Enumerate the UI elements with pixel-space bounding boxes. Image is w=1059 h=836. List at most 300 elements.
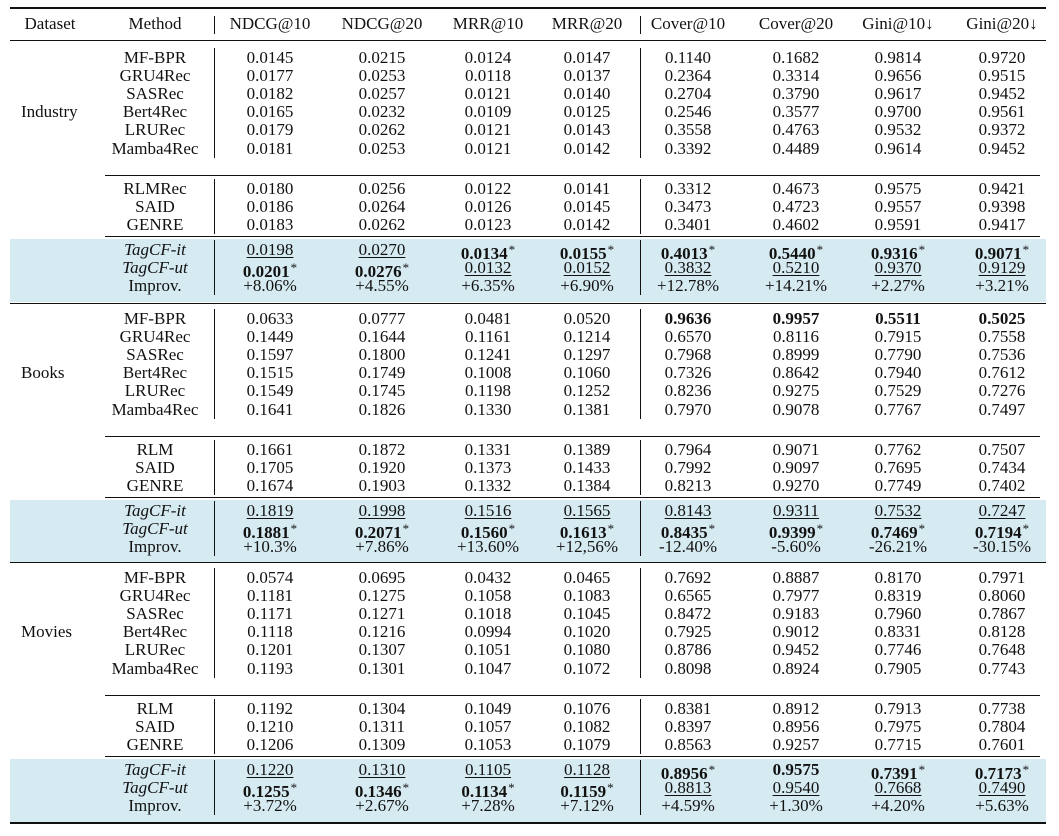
value-text: +7.86% bbox=[355, 537, 409, 557]
value-text: 0.2704 bbox=[664, 84, 712, 104]
value-text: 0.9656 bbox=[874, 66, 922, 86]
value-text: +4.55% bbox=[355, 276, 409, 296]
column-divider bbox=[640, 699, 641, 754]
value-text: 0.8319 bbox=[874, 586, 922, 606]
metric-value bbox=[665, 441, 712, 459]
method-name: GENRE bbox=[126, 735, 184, 755]
value-text: 0.9814 bbox=[874, 48, 922, 67]
value-text: 0.9078 bbox=[772, 399, 820, 419]
value-text: +6.90% bbox=[560, 276, 614, 296]
metric-value bbox=[461, 277, 515, 295]
metric-value bbox=[247, 85, 294, 103]
value-text: 0.7529 bbox=[874, 381, 922, 401]
value-text: +12,56% bbox=[556, 537, 618, 557]
value-text: 0.0183 bbox=[246, 215, 294, 235]
value-text: 0.9183 bbox=[772, 604, 820, 624]
value-text: 0.7964 bbox=[664, 440, 712, 459]
metric-value bbox=[665, 198, 712, 216]
method-name: RLMRec bbox=[123, 179, 187, 198]
metric-value bbox=[359, 198, 406, 216]
significance-star: * bbox=[918, 521, 926, 537]
metric-value bbox=[247, 569, 294, 587]
value-text: 0.9097 bbox=[772, 458, 820, 478]
metric-value bbox=[359, 103, 406, 121]
value-text: 0.7905 bbox=[874, 658, 922, 678]
metric-value bbox=[247, 328, 294, 346]
value-text: 0.9398 bbox=[978, 197, 1026, 217]
metric-value bbox=[465, 587, 512, 605]
value-text: +3.21% bbox=[975, 276, 1029, 296]
column-divider bbox=[640, 48, 641, 158]
value-text: 0.0134 bbox=[460, 244, 508, 263]
value-text: 0.1161 bbox=[464, 327, 512, 347]
header-6: Cover@10 bbox=[650, 14, 726, 33]
group-divider bbox=[105, 436, 1040, 437]
value-text: 0.0140 bbox=[563, 84, 611, 104]
value-text: 0.1597 bbox=[246, 345, 294, 365]
metric-value bbox=[465, 198, 512, 216]
value-text: 0.4602 bbox=[772, 215, 820, 235]
value-text: 0.7940 bbox=[874, 363, 922, 383]
value-text: 0.8956 bbox=[660, 764, 708, 783]
value-text: 0.7173 bbox=[974, 764, 1022, 783]
metric-value bbox=[465, 700, 512, 718]
value-text: 0.0253 bbox=[358, 66, 406, 86]
value-text: 0.3577 bbox=[772, 102, 820, 122]
metric-value bbox=[465, 259, 512, 277]
metric-value bbox=[875, 310, 921, 328]
metric-value bbox=[564, 346, 611, 364]
metric-value bbox=[979, 569, 1026, 587]
value-text: 0.9561 bbox=[978, 102, 1026, 122]
metric-value bbox=[247, 364, 294, 382]
value-text: 0.7913 bbox=[874, 699, 922, 718]
method-name: MF-BPR bbox=[123, 309, 187, 328]
value-text: 0.8170 bbox=[874, 568, 922, 587]
header-0: Dataset bbox=[24, 14, 76, 33]
value-text: 0.0777 bbox=[358, 309, 406, 328]
metric-value bbox=[773, 140, 820, 158]
value-text: 0.7434 bbox=[978, 458, 1026, 478]
method-name: LRURec bbox=[124, 120, 186, 140]
bottom-rule bbox=[10, 822, 1046, 824]
metric-value bbox=[359, 441, 406, 459]
metric-value bbox=[773, 346, 820, 364]
column-divider bbox=[214, 699, 215, 754]
value-text: 0.1301 bbox=[358, 658, 406, 678]
dataset-label: Industry bbox=[21, 102, 78, 122]
metric-value bbox=[665, 700, 712, 718]
metric-value bbox=[979, 140, 1026, 158]
metric-value bbox=[247, 346, 294, 364]
value-text: 0.4763 bbox=[772, 120, 820, 140]
value-text: +4.59% bbox=[661, 796, 715, 816]
value-text: 0.1083 bbox=[563, 586, 611, 606]
value-text: 0.8472 bbox=[664, 604, 712, 624]
metric-value bbox=[773, 103, 820, 121]
value-text: 0.9372 bbox=[978, 120, 1026, 140]
value-text: 0.0179 bbox=[246, 120, 294, 140]
value-text: 0.1304 bbox=[358, 699, 406, 718]
value-text: 0.8143 bbox=[664, 501, 712, 520]
significance-star: * bbox=[607, 521, 615, 537]
value-text: 0.0155 bbox=[559, 244, 607, 263]
metric-value bbox=[465, 382, 511, 400]
metric-value bbox=[243, 277, 297, 295]
value-text: 0.0147 bbox=[563, 48, 611, 67]
metric-value bbox=[247, 587, 293, 605]
value-text: 0.1060 bbox=[563, 363, 611, 383]
metric-value bbox=[665, 477, 712, 495]
value-text: 0.1346 bbox=[354, 782, 402, 802]
metric-value bbox=[564, 605, 611, 623]
metric-value bbox=[564, 121, 611, 139]
metric-value bbox=[247, 241, 294, 259]
metric-value bbox=[875, 660, 922, 678]
metric-value bbox=[457, 538, 519, 556]
method-name: SASRec bbox=[126, 84, 184, 104]
metric-value bbox=[773, 67, 820, 85]
value-text: 0.9270 bbox=[772, 476, 820, 496]
metric-value bbox=[973, 538, 1031, 556]
method-name: TagCF-it bbox=[124, 760, 186, 779]
value-text: 0.3314 bbox=[772, 66, 820, 86]
value-text: 0.1516 bbox=[464, 501, 512, 520]
metric-value bbox=[247, 623, 293, 641]
value-text: 0.7601 bbox=[978, 735, 1026, 755]
value-text: 0.1826 bbox=[358, 399, 406, 419]
value-text: 0.1057 bbox=[464, 717, 512, 737]
column-divider bbox=[214, 568, 215, 678]
metric-value bbox=[465, 140, 512, 158]
method-name: SASRec bbox=[126, 604, 184, 624]
metric-value bbox=[979, 587, 1026, 605]
value-text: 0.1058 bbox=[464, 586, 512, 606]
metric-value bbox=[665, 569, 712, 587]
significance-star: * bbox=[402, 521, 410, 537]
value-text: 0.1080 bbox=[563, 640, 611, 660]
value-text: 0.1181 bbox=[246, 586, 294, 606]
method-name: Improv. bbox=[128, 537, 182, 557]
header-3: NDCG@20 bbox=[341, 14, 423, 33]
value-text: 0.0165 bbox=[246, 102, 294, 122]
value-text: 0.9532 bbox=[874, 120, 922, 140]
metric-value bbox=[665, 660, 712, 678]
significance-star: * bbox=[607, 242, 615, 257]
metric-value bbox=[875, 198, 922, 216]
group-divider bbox=[105, 175, 1040, 176]
value-text: +14.21% bbox=[765, 276, 827, 296]
value-text: 0.1118 bbox=[247, 622, 293, 642]
value-text: 0.8236 bbox=[664, 381, 712, 401]
metric-value bbox=[979, 346, 1026, 364]
metric-value bbox=[979, 216, 1026, 234]
metric-value bbox=[665, 346, 712, 364]
value-text: 0.1105 bbox=[464, 760, 512, 779]
metric-value bbox=[359, 641, 406, 659]
metric-value bbox=[564, 216, 611, 234]
metric-value bbox=[359, 700, 406, 718]
metric-value bbox=[979, 779, 1026, 797]
value-text: -26.21% bbox=[868, 537, 928, 557]
group-divider bbox=[105, 236, 1040, 237]
value-text: 0.1332 bbox=[464, 476, 512, 496]
metric-value bbox=[979, 718, 1026, 736]
metric-value bbox=[773, 198, 820, 216]
metric-value bbox=[665, 140, 712, 158]
block-rule bbox=[10, 303, 1046, 304]
value-text: 0.1051 bbox=[464, 640, 512, 660]
value-text: 0.9515 bbox=[978, 66, 1026, 86]
metric-value bbox=[359, 401, 406, 419]
value-text: 0.7767 bbox=[874, 399, 922, 419]
metric-value bbox=[875, 605, 922, 623]
metric-value bbox=[564, 459, 611, 477]
value-text: 0.0109 bbox=[464, 102, 512, 122]
significance-star: * bbox=[290, 780, 298, 796]
column-divider bbox=[214, 760, 215, 815]
value-text: 0.7695 bbox=[874, 458, 922, 478]
header-8: Gini@10↓ bbox=[862, 14, 934, 33]
metric-value bbox=[979, 660, 1026, 678]
method-name: Mamba4Rec bbox=[111, 138, 199, 158]
value-text: 0.0270 bbox=[358, 240, 406, 259]
value-text: 0.0121 bbox=[464, 120, 512, 140]
metric-value bbox=[564, 569, 611, 587]
metric-value bbox=[665, 67, 712, 85]
metric-value bbox=[975, 277, 1029, 295]
metric-value bbox=[665, 587, 712, 605]
value-text: 0.1749 bbox=[358, 363, 406, 383]
metric-value bbox=[564, 85, 611, 103]
value-text: 0.0132 bbox=[464, 258, 512, 278]
value-text: 0.1076 bbox=[563, 699, 611, 718]
method-name: MF-BPR bbox=[123, 568, 187, 587]
value-text: 0.1020 bbox=[563, 622, 611, 642]
value-text: 0.1072 bbox=[563, 658, 611, 678]
metric-value bbox=[665, 103, 712, 121]
metric-value bbox=[665, 364, 712, 382]
value-text: 0.1674 bbox=[246, 476, 294, 496]
value-text: 0.0118 bbox=[464, 66, 512, 86]
value-text: 0.9399 bbox=[768, 523, 816, 543]
value-text: 0.0256 bbox=[358, 179, 406, 198]
value-text: 0.7532 bbox=[874, 501, 922, 520]
metric-value bbox=[665, 718, 712, 736]
header-divider bbox=[214, 16, 215, 34]
metric-value bbox=[979, 364, 1026, 382]
metric-value bbox=[773, 85, 820, 103]
metric-value bbox=[247, 67, 294, 85]
method-name: Bert4Rec bbox=[122, 363, 188, 383]
value-text: 0.7762 bbox=[874, 440, 922, 459]
metric-value bbox=[247, 761, 294, 779]
value-text: 0.0257 bbox=[358, 84, 406, 104]
metric-value bbox=[243, 538, 297, 556]
significance-star: * bbox=[708, 762, 716, 777]
value-text: 0.1241 bbox=[464, 345, 512, 365]
metric-value bbox=[359, 328, 406, 346]
significance-star: * bbox=[402, 780, 410, 796]
value-text: +2.67% bbox=[355, 796, 409, 816]
value-text: 0.9452 bbox=[978, 84, 1026, 104]
metric-value bbox=[564, 140, 611, 158]
value-text: 0.0574 bbox=[246, 568, 294, 587]
value-text: 0.1140 bbox=[664, 48, 712, 67]
metric-value bbox=[979, 623, 1026, 641]
metric-value bbox=[773, 641, 820, 659]
value-text: 0.1201 bbox=[246, 640, 294, 660]
metric-value bbox=[765, 277, 827, 295]
value-text: 0.1049 bbox=[464, 699, 512, 718]
metric-value bbox=[665, 623, 712, 641]
value-text: 0.1255 bbox=[242, 782, 290, 802]
value-text: 0.9257 bbox=[772, 735, 820, 755]
metric-value bbox=[359, 605, 406, 623]
value-text: 0.1220 bbox=[246, 760, 294, 779]
metric-value bbox=[665, 180, 712, 198]
value-text: 0.7194 bbox=[974, 523, 1022, 543]
metric-value bbox=[875, 441, 922, 459]
metric-value bbox=[243, 797, 297, 815]
metric-value bbox=[564, 660, 611, 678]
value-text: 0.1297 bbox=[563, 345, 611, 365]
value-text: 0.1565 bbox=[563, 501, 611, 520]
value-text: 0.1705 bbox=[246, 458, 294, 478]
metric-value bbox=[564, 641, 611, 659]
metric-value bbox=[359, 761, 406, 779]
metric-value bbox=[665, 736, 712, 754]
value-text: 0.5511 bbox=[875, 309, 921, 328]
metric-value bbox=[564, 310, 611, 328]
value-text: 0.9012 bbox=[772, 622, 820, 642]
metric-value bbox=[465, 736, 512, 754]
metric-value bbox=[875, 623, 922, 641]
metric-value bbox=[359, 587, 406, 605]
value-text: +3.72% bbox=[243, 796, 297, 816]
value-text: 0.8642 bbox=[772, 363, 820, 383]
metric-value bbox=[465, 623, 512, 641]
value-text: 0.1515 bbox=[246, 363, 294, 383]
metric-value bbox=[665, 459, 712, 477]
value-text: 0.1449 bbox=[246, 327, 294, 347]
metric-value bbox=[875, 67, 922, 85]
dataset-label: Books bbox=[21, 363, 65, 383]
significance-star: * bbox=[708, 242, 716, 257]
value-text: 0.4489 bbox=[772, 138, 820, 158]
value-text: 0.7804 bbox=[978, 717, 1026, 737]
metric-value bbox=[665, 49, 711, 67]
metric-value bbox=[564, 736, 611, 754]
metric-value bbox=[875, 401, 922, 419]
value-text: +7.28% bbox=[461, 796, 515, 816]
metric-value bbox=[465, 103, 512, 121]
value-text: 0.0695 bbox=[358, 568, 406, 587]
value-text: 0.0125 bbox=[563, 102, 611, 122]
metric-value bbox=[657, 277, 719, 295]
metric-value bbox=[465, 67, 511, 85]
value-text: 0.0177 bbox=[246, 66, 294, 86]
metric-value bbox=[247, 502, 294, 520]
metric-value bbox=[979, 700, 1026, 718]
significance-star: * bbox=[508, 780, 515, 796]
value-text: 0.0520 bbox=[563, 309, 611, 328]
value-text: 0.1307 bbox=[358, 640, 406, 660]
metric-value bbox=[564, 401, 611, 419]
value-text: 0.1045 bbox=[563, 604, 611, 624]
column-divider bbox=[214, 440, 215, 495]
metric-value bbox=[247, 441, 294, 459]
metric-value bbox=[359, 216, 406, 234]
metric-value bbox=[875, 718, 922, 736]
value-text: 0.8213 bbox=[664, 476, 712, 496]
metric-value bbox=[359, 382, 406, 400]
value-text: 0.1381 bbox=[563, 399, 611, 419]
metric-value bbox=[875, 346, 922, 364]
metric-value bbox=[979, 85, 1026, 103]
metric-value bbox=[465, 49, 512, 67]
metric-value bbox=[465, 216, 512, 234]
value-text: 0.7469 bbox=[870, 523, 918, 543]
value-text: 0.7790 bbox=[874, 345, 922, 365]
value-text: 0.9071 bbox=[974, 244, 1022, 263]
header-1: Method bbox=[128, 14, 182, 33]
value-text: 0.0180 bbox=[246, 179, 294, 198]
metric-value bbox=[875, 49, 922, 67]
metric-value bbox=[979, 103, 1026, 121]
significance-star: * bbox=[607, 780, 614, 796]
metric-value bbox=[247, 198, 294, 216]
method-name: LRURec bbox=[124, 640, 186, 660]
value-text: 0.3312 bbox=[664, 179, 712, 198]
metric-value bbox=[773, 441, 820, 459]
metric-value bbox=[359, 140, 406, 158]
value-text: 0.0121 bbox=[464, 138, 512, 158]
metric-value bbox=[773, 364, 820, 382]
method-name: Improv. bbox=[128, 796, 182, 816]
method-name: TagCF-ut bbox=[122, 778, 188, 798]
metric-value bbox=[665, 401, 712, 419]
value-text: 0.3401 bbox=[664, 215, 712, 235]
value-text: 0.1433 bbox=[563, 458, 611, 478]
value-text: +1.30% bbox=[769, 796, 823, 816]
value-text: -12.40% bbox=[658, 537, 718, 557]
method-name: TagCF-it bbox=[124, 240, 186, 259]
value-text: 0.7738 bbox=[978, 699, 1026, 718]
metric-value bbox=[979, 67, 1026, 85]
metric-value bbox=[875, 736, 922, 754]
metric-value bbox=[564, 587, 611, 605]
value-text: 0.9614 bbox=[874, 138, 922, 158]
value-text: 0.7971 bbox=[978, 568, 1026, 587]
metric-value bbox=[247, 382, 294, 400]
value-text: 0.1159 bbox=[560, 782, 607, 802]
metric-value bbox=[355, 797, 409, 815]
metric-value bbox=[247, 140, 294, 158]
value-text: 0.8435 bbox=[660, 523, 708, 543]
value-text: 0.0198 bbox=[246, 240, 294, 259]
header-2: NDCG@10 bbox=[229, 14, 311, 33]
metric-value bbox=[875, 259, 922, 277]
value-text: 0.9617 bbox=[874, 84, 922, 104]
value-text: 0.0215 bbox=[358, 48, 406, 67]
metric-value bbox=[564, 623, 611, 641]
metric-value bbox=[773, 623, 820, 641]
metric-value bbox=[869, 538, 927, 556]
metric-value bbox=[564, 49, 611, 67]
value-text: 0.1331 bbox=[464, 440, 512, 459]
metric-value bbox=[773, 310, 820, 328]
